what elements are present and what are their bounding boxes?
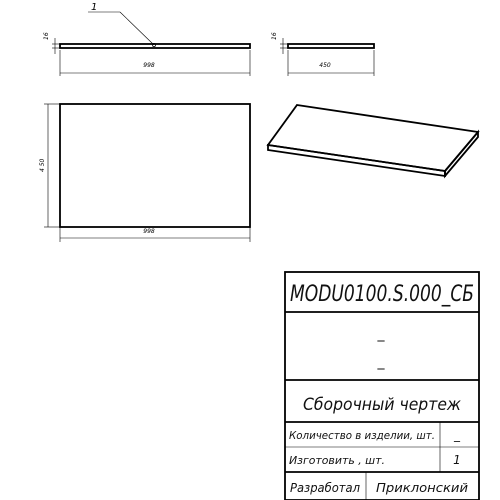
document-type: Сборочный чертеж (303, 395, 462, 415)
front-view (43, 2, 250, 76)
isometric-view (268, 105, 478, 176)
iso-front-face (268, 145, 445, 176)
iso-side-face (445, 132, 478, 176)
front-thickness-dim: 16 (43, 32, 50, 40)
top-view-board (60, 104, 250, 227)
make-value: 1 (453, 453, 461, 467)
leader-label: 1 (91, 2, 98, 13)
qty-value: _ (454, 428, 460, 442)
top-depth-dim: 4 50 (39, 158, 46, 172)
designation: MODU0100.S.000_СБ (290, 282, 474, 307)
top-view (39, 104, 250, 242)
make-label: Изготовить , шт. (289, 454, 385, 467)
name-line-2: _ (377, 354, 385, 370)
developer-label: Разработал (290, 481, 361, 495)
developer-name: Приклонский (376, 481, 469, 495)
top-width-dim: 998 (143, 228, 155, 235)
side-depth-dim: 450 (319, 62, 331, 69)
name-line-1: _ (377, 326, 385, 342)
side-view-board (288, 44, 374, 48)
side-view (271, 32, 374, 76)
qty-label: Количество в изделии, шт. (289, 429, 435, 442)
title-block (285, 272, 479, 500)
side-thickness-dim: 16 (271, 32, 278, 40)
leader-line (120, 12, 154, 45)
front-width-dim: 998 (143, 62, 155, 69)
